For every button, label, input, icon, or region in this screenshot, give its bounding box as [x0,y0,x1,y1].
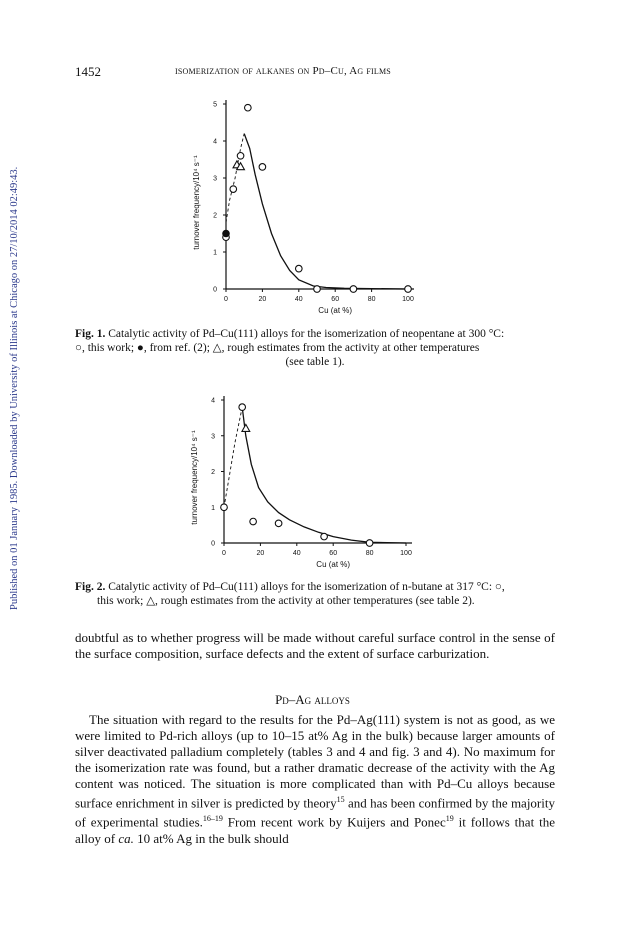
para-text-7: Ag in the bulk should [173,830,289,846]
fig1-y-tick-label: 1 [213,249,217,257]
reference-16-19: 16–19 [202,814,223,824]
fig2-curve-dashed [224,407,242,507]
fig2-curve-solid [242,407,406,543]
running-title: isomerization of alkanes on Pd–Cu, Ag films [175,65,391,77]
section-title: Pd–Ag alloys [275,692,350,707]
para-text-2: Ag in the bulk) because larger amounts of silver deactivated palladium completely (tables 3 and 4 and fig. 3 and 4). No maximum for the isomerization rate was found, but a rather dramatic decrease of the activity with the Ag content was noticed. The situation is more complicated than with Pd–Cu alloys because surface enrichment in silver is predicted by theory [75,728,556,811]
figure-2-label: Fig. 2. [75,581,106,593]
fig2-y-tick-label: 0 [211,540,215,548]
fig1-point-open-circle [350,286,357,293]
fig2-point-triangle [242,424,250,431]
figure-2-chart [160,390,460,580]
fig1-curve-dashed [226,134,244,223]
download-stamp [8,140,22,610]
page-number: 1452 [75,64,101,79]
fig1-point-open-circle [230,186,237,193]
fig2-y-tick-label: 4 [211,397,215,405]
fig2-x-tick-label: 60 [329,550,338,557]
paragraph-pd-ag [75,712,555,847]
fig1-point-open-circle [259,164,266,171]
figure-1-caption-line3: (see table 1). [285,356,345,368]
para-text-6: 10 at [133,830,163,846]
para-text-ca: ca. [118,830,134,846]
figure-2-caption-line2: this work; △, rough estimates from the activity at other temperatures (see table 2). [97,595,475,607]
page-header [75,64,555,82]
figure-1-caption [75,327,555,369]
figure-2-caption [75,580,555,608]
fig1-y-tick-label: 4 [213,138,217,146]
reference-19: 19 [445,814,454,824]
fig1-y-tick-label: 5 [213,101,217,109]
para-text-1: The situation with regard to the results for the Pd–Ag(111) system is not as good, as we were limited to Pd-rich alloys (up to 10–15 at [75,712,555,743]
reference-15: 15 [336,795,345,804]
fig2-point-open-circle [221,504,228,511]
fig2-y-tick-label: 1 [211,504,215,512]
fig1-curve-solid [244,134,408,289]
fig2-y-axis-title: turnover frequency/10⁴ s⁻¹ [190,430,199,525]
fig1-y-tick-label: 0 [213,286,217,294]
fig2-x-tick-label: 80 [365,550,374,557]
fig2-y-tick-label: 2 [211,469,215,476]
fig1-y-axis-title: turnover frequency/10⁴ s⁻¹ [192,155,201,250]
fig1-x-tick-label: 20 [258,296,267,303]
fig2-x-tick-label: 40 [292,550,301,557]
continued-paragraph: doubtful as to whether progress will be made without careful surface control in the sense of the surface composition, surface defects and the extent of surface carburization. [75,630,555,661]
fig1-x-tick-label: 40 [294,296,303,303]
percent-glyph-2: % [162,830,174,846]
fig1-point-open-circle [237,153,244,160]
fig1-point-open-circle [245,104,252,111]
fig2-point-open-circle [239,404,246,411]
fig1-x-tick-label: 60 [331,296,340,303]
fig2-x-axis-title: Cu (at %) [316,560,351,569]
para-text-4: From recent work by Kuijers and Ponec [222,814,446,830]
fig2-y-tick-label: 3 [211,433,215,441]
fig1-y-tick-label: 2 [213,212,217,220]
fig1-point-open-circle [314,286,321,293]
fig1-x-tick-label: 0 [224,296,228,303]
fig1-point-open-circle [296,265,303,272]
figure-1-chart [160,92,460,324]
fig1-x-axis-title: Cu (at %) [318,306,353,315]
figure-1-caption-line1: Catalytic activity of Pd–Cu(111) alloys for the isomerization of neopentane at 300 °C: [108,328,505,340]
fig1-x-tick-label: 100 [402,296,414,303]
percent-glyph: % [317,728,329,743]
fig1-x-tick-label: 80 [367,296,376,303]
fig2-x-tick-label: 100 [400,550,412,557]
fig2-x-tick-label: 0 [222,550,226,557]
figure-1-caption-line2: ○, this work; ●, from ref. (2); △, rough estimates from the activity at other temperatures [75,342,480,354]
fig2-point-open-circle [250,518,257,525]
download-stamp-text: Published on 01 January 1985. Downloaded by University of Illinois at Chicago on 27/10/2014 02:49:43. [9,166,20,610]
fig2-point-open-circle [275,520,282,527]
para-text-3: and has been confirmed by the majority of experimental studies. [75,795,555,830]
para-text-5: it follows that the alloy of [75,814,555,846]
figure-1-label: Fig. 1. [75,328,106,340]
fig1-point-filled-circle [223,230,230,237]
fig2-point-open-circle [366,540,373,547]
fig2-x-tick-label: 20 [256,550,265,557]
fig2-point-open-circle [321,533,328,540]
fig1-y-tick-label: 3 [213,175,217,183]
figure-2-caption-line1: Catalytic activity of Pd–Cu(111) alloys for the isomerization of n-butane at 317 °C: ○, [108,581,505,593]
fig1-point-open-circle [405,286,412,293]
